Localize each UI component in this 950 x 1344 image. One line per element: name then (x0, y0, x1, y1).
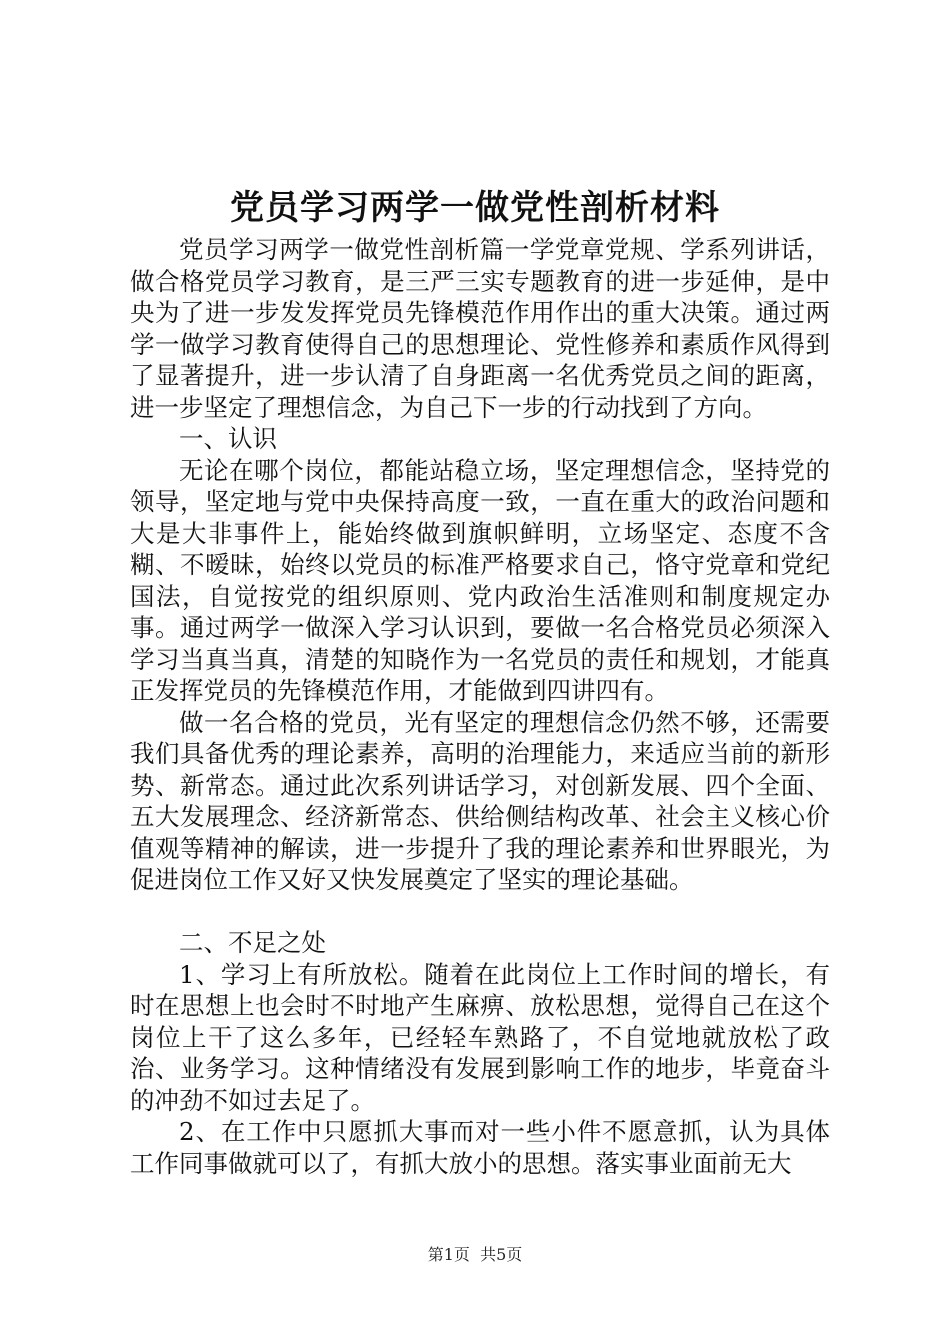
shortcoming-item-2: 2、在工作中只愿抓大事而对一些小件不愿意抓，认为具体工作同事做就可以了，有抓大放小的思想。落实事业面前无大 (130, 1117, 830, 1178)
section-heading-understanding: 一、认识 (179, 424, 277, 453)
document-title: 党员学习两学一做党性剖析材料 (230, 188, 720, 228)
section-heading-shortcomings: 二、不足之处 (179, 928, 326, 957)
shortcoming-item-1: 1、学习上有所放松。随着在此岗位上工作时间的增长，有时在思想上也会时不时地产生麻痹、放松思想，觉得自己在这个岗位上干了这么多年，已经轻车熟路了，不自觉地就放松了政治、业务学习。这种情绪没有发展到影响工作的地步，毕竟奋斗的冲劲不如过去足了。 (130, 959, 830, 1115)
understanding-paragraph-1: 无论在哪个岗位，都能站稳立场，坚定理想信念，坚持党的领导，坚定地与党中央保持高度一致，一直在重大的政治问题和大是大非事件上，能始终做到旗帜鲜明，立场坚定、态度不含糊、不暧昧，始终以党员的标准严格要求自己，恪守党章和党纪国法，自觉按党的组织原则、党内政治生活准则和制度规定办事。通过两学一做深入学习认识到，要做一名合格党员必须深入学习当真当真，清楚的知晓作为一名党员的责任和规划，才能真正发挥党员的先锋模范作用，才能做到四讲四有。 (130, 455, 830, 705)
page-footer (0, 1244, 950, 1266)
document-body (130, 234, 830, 1179)
understanding-paragraph-2: 做一名合格的党员，光有坚定的理想信念仍然不够，还需要我们具备优秀的理论素养，高明的治理能力，来适应当前的新形势、新常态。通过此次系列讲话学习，对创新发展、四个全面、五大发展理念、经济新常态、供给侧结构改革、社会主义核心价值观等精神的解读，进一步提升了我的理论素养和世界眼光，为促进岗位工作又好又快发展奠定了坚实的理论基础。 (130, 707, 830, 894)
page-total: 共5页 (480, 1245, 523, 1264)
page-number: 第1页 (427, 1245, 470, 1264)
intro-paragraph: 党员学习两学一做党性剖析篇一学党章党规、学系列讲话，做合格党员学习教育，是三严三实专题教育的进一步延伸，是中央为了进一步发发挥党员先锋模范作用作出的重大决策。通过两学一做学习教育使得自己的思想理论、党性修养和素质作风得到了显著提升，进一步认清了自身距离一名优秀党员之间的距离，进一步坚定了理想信念，为自己下一步的行动找到了方向。 (130, 235, 830, 422)
